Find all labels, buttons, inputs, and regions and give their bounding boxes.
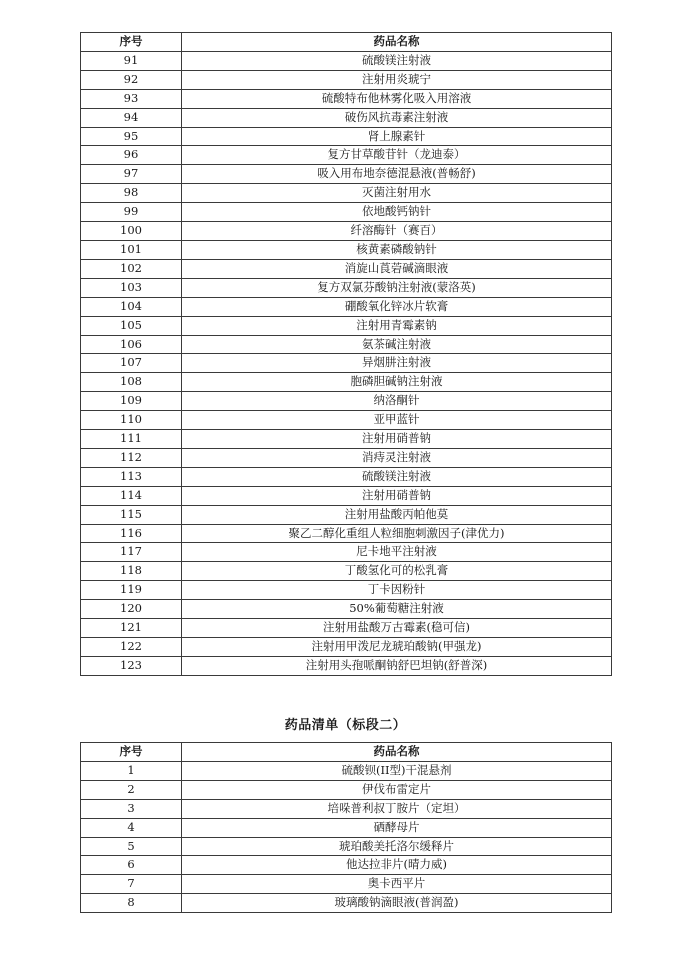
table-row [81,543,612,562]
drug-name-cell: 复方甘草酸苷针（龙迪泰） [182,146,612,165]
drug-name-cell: 硒酵母片 [182,818,612,837]
serial-number-cell: 7 [81,875,182,894]
table-row [81,222,612,241]
serial-number-cell: 4 [81,818,182,837]
serial-number-cell: 116 [81,524,182,543]
table-row [81,373,612,392]
drug-name-cell: 丁卡因粉针 [182,581,612,600]
drug-name-cell: 注射用硝普钠 [182,430,612,449]
table-row [81,600,612,619]
table-row [81,894,612,913]
drug-name-cell: 异烟肼注射液 [182,354,612,373]
drug-name-cell: 灭菌注射用水 [182,184,612,203]
table-row [81,799,612,818]
drug-name-cell: 硫酸镁注射液 [182,51,612,70]
table-row [81,184,612,203]
table-row [81,278,612,297]
drug-name-cell: 聚乙二醇化重组人粒细胞刺激因子(津优力) [182,524,612,543]
table-row [81,638,612,657]
table-row [81,761,612,780]
table-row [81,619,612,638]
serial-number-cell: 95 [81,127,182,146]
drug-name-cell: 玻璃酸钠滴眼液(普润盈) [182,894,612,913]
serial-number-cell: 121 [81,619,182,638]
table-row [81,562,612,581]
drug-table-lot-two [80,742,612,913]
serial-number-cell: 2 [81,780,182,799]
serial-number-cell: 5 [81,837,182,856]
table-row [81,354,612,373]
drug-name-cell: 他达拉非片(晴力威) [182,856,612,875]
serial-number-cell: 96 [81,146,182,165]
serial-number-cell: 103 [81,278,182,297]
drug-name-cell: 肾上腺素针 [182,127,612,146]
header-serial-number: 序号 [81,33,182,52]
drug-name-cell: 50%葡萄糖注射液 [182,600,612,619]
serial-number-cell: 99 [81,203,182,222]
drug-name-cell: 伊伐布雷定片 [182,780,612,799]
header-drug-name: 药品名称 [182,33,612,52]
drug-name-cell: 核黄素磷酸钠针 [182,240,612,259]
table-row [81,335,612,354]
serial-number-cell: 105 [81,316,182,335]
serial-number-cell: 112 [81,448,182,467]
serial-number-cell: 110 [81,411,182,430]
serial-number-cell: 106 [81,335,182,354]
table-row [81,203,612,222]
table-row [81,581,612,600]
table-row [81,316,612,335]
drug-name-cell: 硫酸镁注射液 [182,467,612,486]
drug-name-cell: 注射用青霉素钠 [182,316,612,335]
table-row [81,259,612,278]
table-row [81,656,612,675]
serial-number-cell: 109 [81,392,182,411]
drug-name-cell: 消痔灵注射液 [182,448,612,467]
drug-name-cell: 破伤风抗毒素注射液 [182,108,612,127]
serial-number-cell: 1 [81,761,182,780]
section-title: 药品清单（标段二） [284,718,407,733]
drug-name-cell: 胞磷胆碱钠注射液 [182,373,612,392]
table-header-row [81,743,612,762]
drug-name-cell: 注射用甲泼尼龙琥珀酸钠(甲强龙) [182,638,612,657]
drug-name-cell: 奥卡西平片 [182,875,612,894]
serial-number-cell: 115 [81,505,182,524]
drug-name-cell: 亚甲蓝针 [182,411,612,430]
drug-name-cell: 氨茶碱注射液 [182,335,612,354]
serial-number-cell: 97 [81,165,182,184]
table-row [81,127,612,146]
drug-name-cell: 吸入用布地奈德混悬液(普畅舒) [182,165,612,184]
serial-number-cell: 101 [81,240,182,259]
drug-name-cell: 注射用盐酸万古霉素(稳可信) [182,619,612,638]
table-row [81,505,612,524]
serial-number-cell: 107 [81,354,182,373]
drug-name-cell: 注射用盐酸丙帕他莫 [182,505,612,524]
table-row [81,430,612,449]
serial-number-cell: 100 [81,222,182,241]
serial-number-cell: 114 [81,486,182,505]
drug-name-cell: 尼卡地平注射液 [182,543,612,562]
drug-name-cell: 复方双氯芬酸钠注射液(蒙洛英) [182,278,612,297]
serial-number-cell: 111 [81,430,182,449]
header-drug-name: 药品名称 [182,743,612,762]
drug-name-cell: 硫酸钡(II型)干混悬剂 [182,761,612,780]
serial-number-cell: 108 [81,373,182,392]
serial-number-cell: 102 [81,259,182,278]
serial-number-cell: 119 [81,581,182,600]
drug-name-cell: 纤溶酶针（赛百） [182,222,612,241]
serial-number-cell: 91 [81,51,182,70]
table-row [81,240,612,259]
table-row [81,108,612,127]
table-row [81,70,612,89]
table-row [81,297,612,316]
serial-number-cell: 6 [81,856,182,875]
serial-number-cell: 94 [81,108,182,127]
drug-table-body [81,51,612,675]
drug-name-cell: 纳洛酮针 [182,392,612,411]
table-row [81,51,612,70]
table-row [81,486,612,505]
serial-number-cell: 117 [81,543,182,562]
table-row [81,392,612,411]
drug-table-body [81,761,612,912]
serial-number-cell: 3 [81,799,182,818]
table-row [81,89,612,108]
drug-name-cell: 丁酸氢化可的松乳膏 [182,562,612,581]
table-row [81,146,612,165]
serial-number-cell: 93 [81,89,182,108]
serial-number-cell: 104 [81,297,182,316]
drug-name-cell: 硼酸氧化锌冰片软膏 [182,297,612,316]
table-row [81,837,612,856]
table-row [81,780,612,799]
serial-number-cell: 120 [81,600,182,619]
serial-number-cell: 118 [81,562,182,581]
drug-name-cell: 培哚普利叔丁胺片（定坦） [182,799,612,818]
table-row [81,875,612,894]
drug-name-cell: 琥珀酸美托洛尔缓释片 [182,837,612,856]
serial-number-cell: 92 [81,70,182,89]
table-row [81,165,612,184]
drug-name-cell: 消旋山莨菪碱滴眼液 [182,259,612,278]
table-row [81,467,612,486]
serial-number-cell: 113 [81,467,182,486]
drug-name-cell: 硫酸特布他林雾化吸入用溶液 [182,89,612,108]
table-row [81,411,612,430]
serial-number-cell: 122 [81,638,182,657]
serial-number-cell: 123 [81,656,182,675]
table-row [81,856,612,875]
drug-name-cell: 依地酸钙钠针 [182,203,612,222]
table-header-row [81,33,612,52]
header-serial-number: 序号 [81,743,182,762]
table-row [81,818,612,837]
table-row [81,448,612,467]
drug-table-continued [80,32,612,676]
serial-number-cell: 8 [81,894,182,913]
table-row [81,524,612,543]
drug-name-cell: 注射用头孢哌酮钠舒巴坦钠(舒普深) [182,656,612,675]
drug-name-cell: 注射用硝普钠 [182,486,612,505]
serial-number-cell: 98 [81,184,182,203]
drug-name-cell: 注射用炎琥宁 [182,70,612,89]
